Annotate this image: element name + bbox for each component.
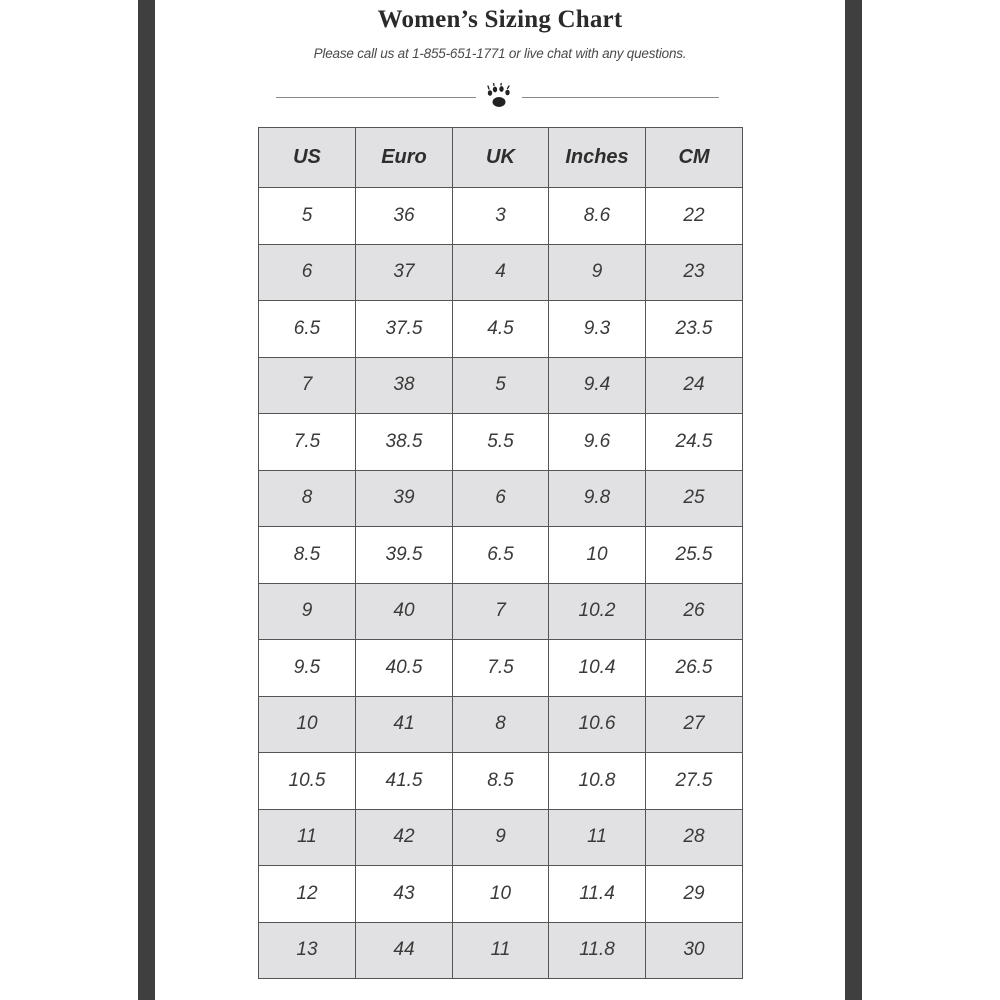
cell-us: 8.5 bbox=[259, 527, 356, 584]
table-header-row bbox=[259, 128, 743, 188]
table-row bbox=[259, 866, 743, 923]
cell-cm: 29 bbox=[646, 866, 743, 923]
table-row bbox=[259, 357, 743, 414]
cell-euro: 40.5 bbox=[356, 640, 453, 697]
cell-euro: 39.5 bbox=[356, 527, 453, 584]
column-header-euro: Euro bbox=[356, 128, 453, 188]
cell-euro: 36 bbox=[356, 188, 453, 245]
size-table bbox=[258, 127, 743, 979]
cell-cm: 30 bbox=[646, 922, 743, 979]
cell-uk: 7.5 bbox=[453, 640, 549, 697]
cell-inches: 10.8 bbox=[549, 753, 646, 810]
cell-us: 8 bbox=[259, 470, 356, 527]
cell-us: 10.5 bbox=[259, 753, 356, 810]
cell-cm: 24.5 bbox=[646, 414, 743, 471]
cell-uk: 11 bbox=[453, 922, 549, 979]
cell-us: 6 bbox=[259, 244, 356, 301]
column-header-uk: UK bbox=[453, 128, 549, 188]
cell-cm: 23.5 bbox=[646, 301, 743, 358]
cell-cm: 28 bbox=[646, 809, 743, 866]
cell-inches: 10.2 bbox=[549, 583, 646, 640]
cell-inches: 10.6 bbox=[549, 696, 646, 753]
cell-euro: 39 bbox=[356, 470, 453, 527]
cell-euro: 44 bbox=[356, 922, 453, 979]
cell-inches: 10 bbox=[549, 527, 646, 584]
cell-us: 9.5 bbox=[259, 640, 356, 697]
divider-right bbox=[522, 97, 719, 98]
cell-us: 7.5 bbox=[259, 414, 356, 471]
cell-us: 13 bbox=[259, 922, 356, 979]
table-row bbox=[259, 470, 743, 527]
cell-uk: 6 bbox=[453, 470, 549, 527]
cell-cm: 23 bbox=[646, 244, 743, 301]
cell-uk: 8.5 bbox=[453, 753, 549, 810]
table-row bbox=[259, 809, 743, 866]
table-row bbox=[259, 527, 743, 584]
cell-inches: 9.3 bbox=[549, 301, 646, 358]
table-row bbox=[259, 696, 743, 753]
cell-euro: 40 bbox=[356, 583, 453, 640]
column-header-us: US bbox=[259, 128, 356, 188]
cell-uk: 7 bbox=[453, 583, 549, 640]
cell-euro: 38 bbox=[356, 357, 453, 414]
cell-uk: 10 bbox=[453, 866, 549, 923]
cell-us: 5 bbox=[259, 188, 356, 245]
cell-us: 7 bbox=[259, 357, 356, 414]
cell-euro: 38.5 bbox=[356, 414, 453, 471]
divider-left bbox=[276, 97, 476, 98]
contact-subtitle: Please call us at 1-855-651-1771 or live chat with any questions. bbox=[313, 46, 687, 61]
table-row bbox=[259, 922, 743, 979]
cell-uk: 8 bbox=[453, 696, 549, 753]
left-frame-bar bbox=[138, 0, 155, 1000]
cell-cm: 22 bbox=[646, 188, 743, 245]
cell-inches: 9.4 bbox=[549, 357, 646, 414]
cell-uk: 3 bbox=[453, 188, 549, 245]
cell-inches: 8.6 bbox=[549, 188, 646, 245]
table-row bbox=[259, 414, 743, 471]
cell-cm: 26 bbox=[646, 583, 743, 640]
cell-inches: 9.6 bbox=[549, 414, 646, 471]
cell-us: 6.5 bbox=[259, 301, 356, 358]
cell-euro: 43 bbox=[356, 866, 453, 923]
cell-cm: 26.5 bbox=[646, 640, 743, 697]
column-header-cm: CM bbox=[646, 128, 743, 188]
table-row bbox=[259, 583, 743, 640]
cell-euro: 37 bbox=[356, 244, 453, 301]
cell-uk: 9 bbox=[453, 809, 549, 866]
table-row bbox=[259, 188, 743, 245]
cell-us: 12 bbox=[259, 866, 356, 923]
cell-inches: 10.4 bbox=[549, 640, 646, 697]
bear-paw-icon bbox=[484, 83, 514, 109]
table-row bbox=[259, 640, 743, 697]
cell-cm: 25.5 bbox=[646, 527, 743, 584]
column-header-inches: Inches bbox=[549, 128, 646, 188]
cell-euro: 42 bbox=[356, 809, 453, 866]
table-row bbox=[259, 753, 743, 810]
cell-cm: 27 bbox=[646, 696, 743, 753]
cell-inches: 9.8 bbox=[549, 470, 646, 527]
cell-cm: 25 bbox=[646, 470, 743, 527]
cell-inches: 11.4 bbox=[549, 866, 646, 923]
cell-uk: 5 bbox=[453, 357, 549, 414]
cell-uk: 4.5 bbox=[453, 301, 549, 358]
cell-inches: 9 bbox=[549, 244, 646, 301]
cell-euro: 41.5 bbox=[356, 753, 453, 810]
cell-us: 9 bbox=[259, 583, 356, 640]
cell-inches: 11 bbox=[549, 809, 646, 866]
cell-cm: 27.5 bbox=[646, 753, 743, 810]
cell-inches: 11.8 bbox=[549, 922, 646, 979]
cell-euro: 41 bbox=[356, 696, 453, 753]
right-frame-bar bbox=[845, 0, 862, 1000]
cell-us: 11 bbox=[259, 809, 356, 866]
table-row bbox=[259, 244, 743, 301]
page-title: Women’s Sizing Chart bbox=[377, 6, 623, 33]
cell-uk: 4 bbox=[453, 244, 549, 301]
cell-cm: 24 bbox=[646, 357, 743, 414]
table-row bbox=[259, 301, 743, 358]
cell-us: 10 bbox=[259, 696, 356, 753]
cell-uk: 6.5 bbox=[453, 527, 549, 584]
cell-uk: 5.5 bbox=[453, 414, 549, 471]
cell-euro: 37.5 bbox=[356, 301, 453, 358]
